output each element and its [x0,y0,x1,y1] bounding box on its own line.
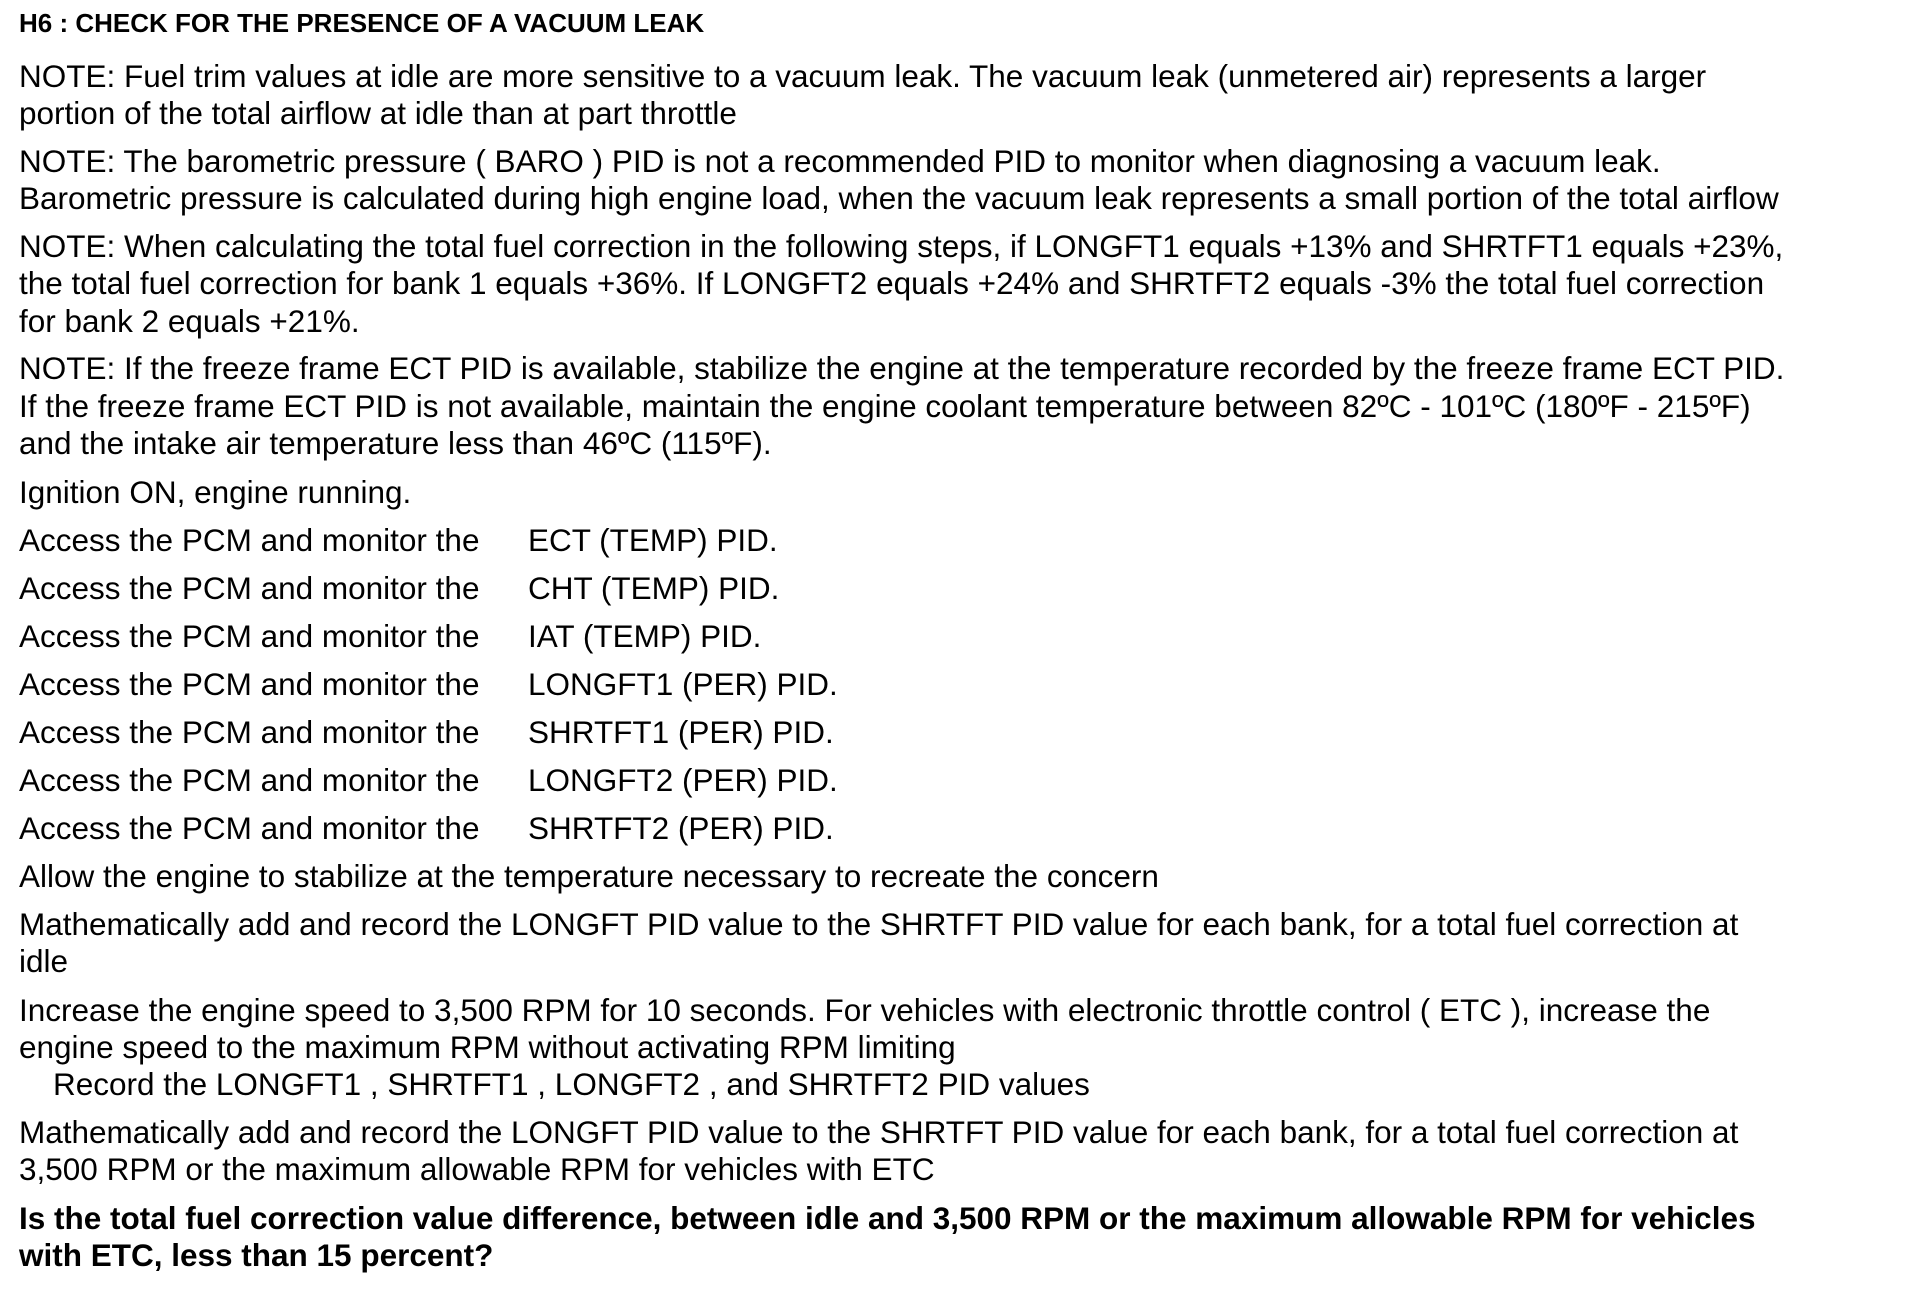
add-idle-line-2: idle [19,943,69,979]
note-2-line-2: Barometric pressure is calculated during high engine load, when the vacuum leak represents a small portion of the total airflow [19,180,1779,216]
monitor-step-pid: LONGFT2 (PER) PID. [528,762,838,798]
note-4-line-2: If the freeze frame ECT PID is not available, maintain the engine coolant temperature between 82ºC - 101ºC (180ºF - 215ºF) [19,388,1751,424]
note-3-line-3: for bank 2 equals +21%. [19,303,360,339]
question-line-1: Is the total fuel correction value difference, between idle and 3,500 RPM or the maximum allowable RPM for vehicles [19,1200,1756,1236]
monitor-step-pid: LONGFT1 (PER) PID. [528,666,838,702]
section-heading: H6 : CHECK FOR THE PRESENCE OF A VACUUM LEAK [19,8,705,38]
question-line-2: with ETC, less than 15 percent? [19,1237,494,1273]
monitor-step-prefix: Access the PCM and monitor the [19,666,480,702]
note-2-line-1: NOTE: The barometric pressure ( BARO ) PID is not a recommended PID to monitor when diagnosing a vacuum leak. [19,143,1661,179]
note-3-line-1: NOTE: When calculating the total fuel correction in the following steps, if LONGFT1 equals +13% and SHRTFT1 equals +23%, [19,228,1784,264]
ignition-step: Ignition ON, engine running. [19,474,412,510]
monitor-step-prefix: Access the PCM and monitor the [19,522,480,558]
monitor-step-prefix: Access the PCM and monitor the [19,570,480,606]
monitor-step-pid: IAT (TEMP) PID. [528,618,762,654]
add-idle-line-1: Mathematically add and record the LONGFT PID value to the SHRTFT PID value for each bank, for a total fuel correction at [19,906,1739,942]
add-3500-line-1: Mathematically add and record the LONGFT PID value to the SHRTFT PID value for each bank, for a total fuel correction at [19,1114,1739,1150]
note-1-line-1: NOTE: Fuel trim values at idle are more sensitive to a vacuum leak. The vacuum leak (unmetered air) represents a larger [19,58,1707,94]
monitor-step-prefix: Access the PCM and monitor the [19,618,480,654]
monitor-step-pid: SHRTFT2 (PER) PID. [528,810,834,846]
monitor-step-cht [19,570,1899,607]
monitor-step-longft2 [19,762,1899,799]
monitor-step-ect [19,522,1899,559]
note-1-line-2: portion of the total airflow at idle than at part throttle [19,95,737,131]
monitor-step-shrtft2 [19,810,1899,847]
monitor-step-shrtft1 [19,714,1899,751]
increase-rpm-line-1: Increase the engine speed to 3,500 RPM for 10 seconds. For vehicles with electronic throttle control ( ETC ), increase the [19,992,1711,1028]
monitor-step-pid: ECT (TEMP) PID. [528,522,778,558]
increase-rpm-line-2: engine speed to the maximum RPM without activating RPM limiting [19,1029,956,1065]
monitor-step-pid: CHT (TEMP) PID. [528,570,780,606]
monitor-step-longft1 [19,666,1899,703]
monitor-step-pid: SHRTFT1 (PER) PID. [528,714,834,750]
add-3500-line-2: 3,500 RPM or the maximum allowable RPM for vehicles with ETC [19,1151,935,1187]
monitor-step-prefix: Access the PCM and monitor the [19,810,480,846]
record-pid-values-step: Record the LONGFT1 , SHRTFT1 , LONGFT2 , and SHRTFT2 PID values [53,1066,1090,1102]
note-3-line-2: the total fuel correction for bank 1 equals +36%. If LONGFT2 equals +24% and SHRTFT2 equals -3% the total fuel correction [19,265,1765,301]
monitor-step-prefix: Access the PCM and monitor the [19,762,480,798]
stabilize-step: Allow the engine to stabilize at the temperature necessary to recreate the concern [19,858,1159,894]
note-4-line-3: and the intake air temperature less than 46ºC (115ºF). [19,425,772,461]
monitor-step-iat [19,618,1899,655]
note-4-line-1: NOTE: If the freeze frame ECT PID is available, stabilize the engine at the temperature recorded by the freeze frame ECT PID. [19,350,1785,386]
monitor-step-prefix: Access the PCM and monitor the [19,714,480,750]
